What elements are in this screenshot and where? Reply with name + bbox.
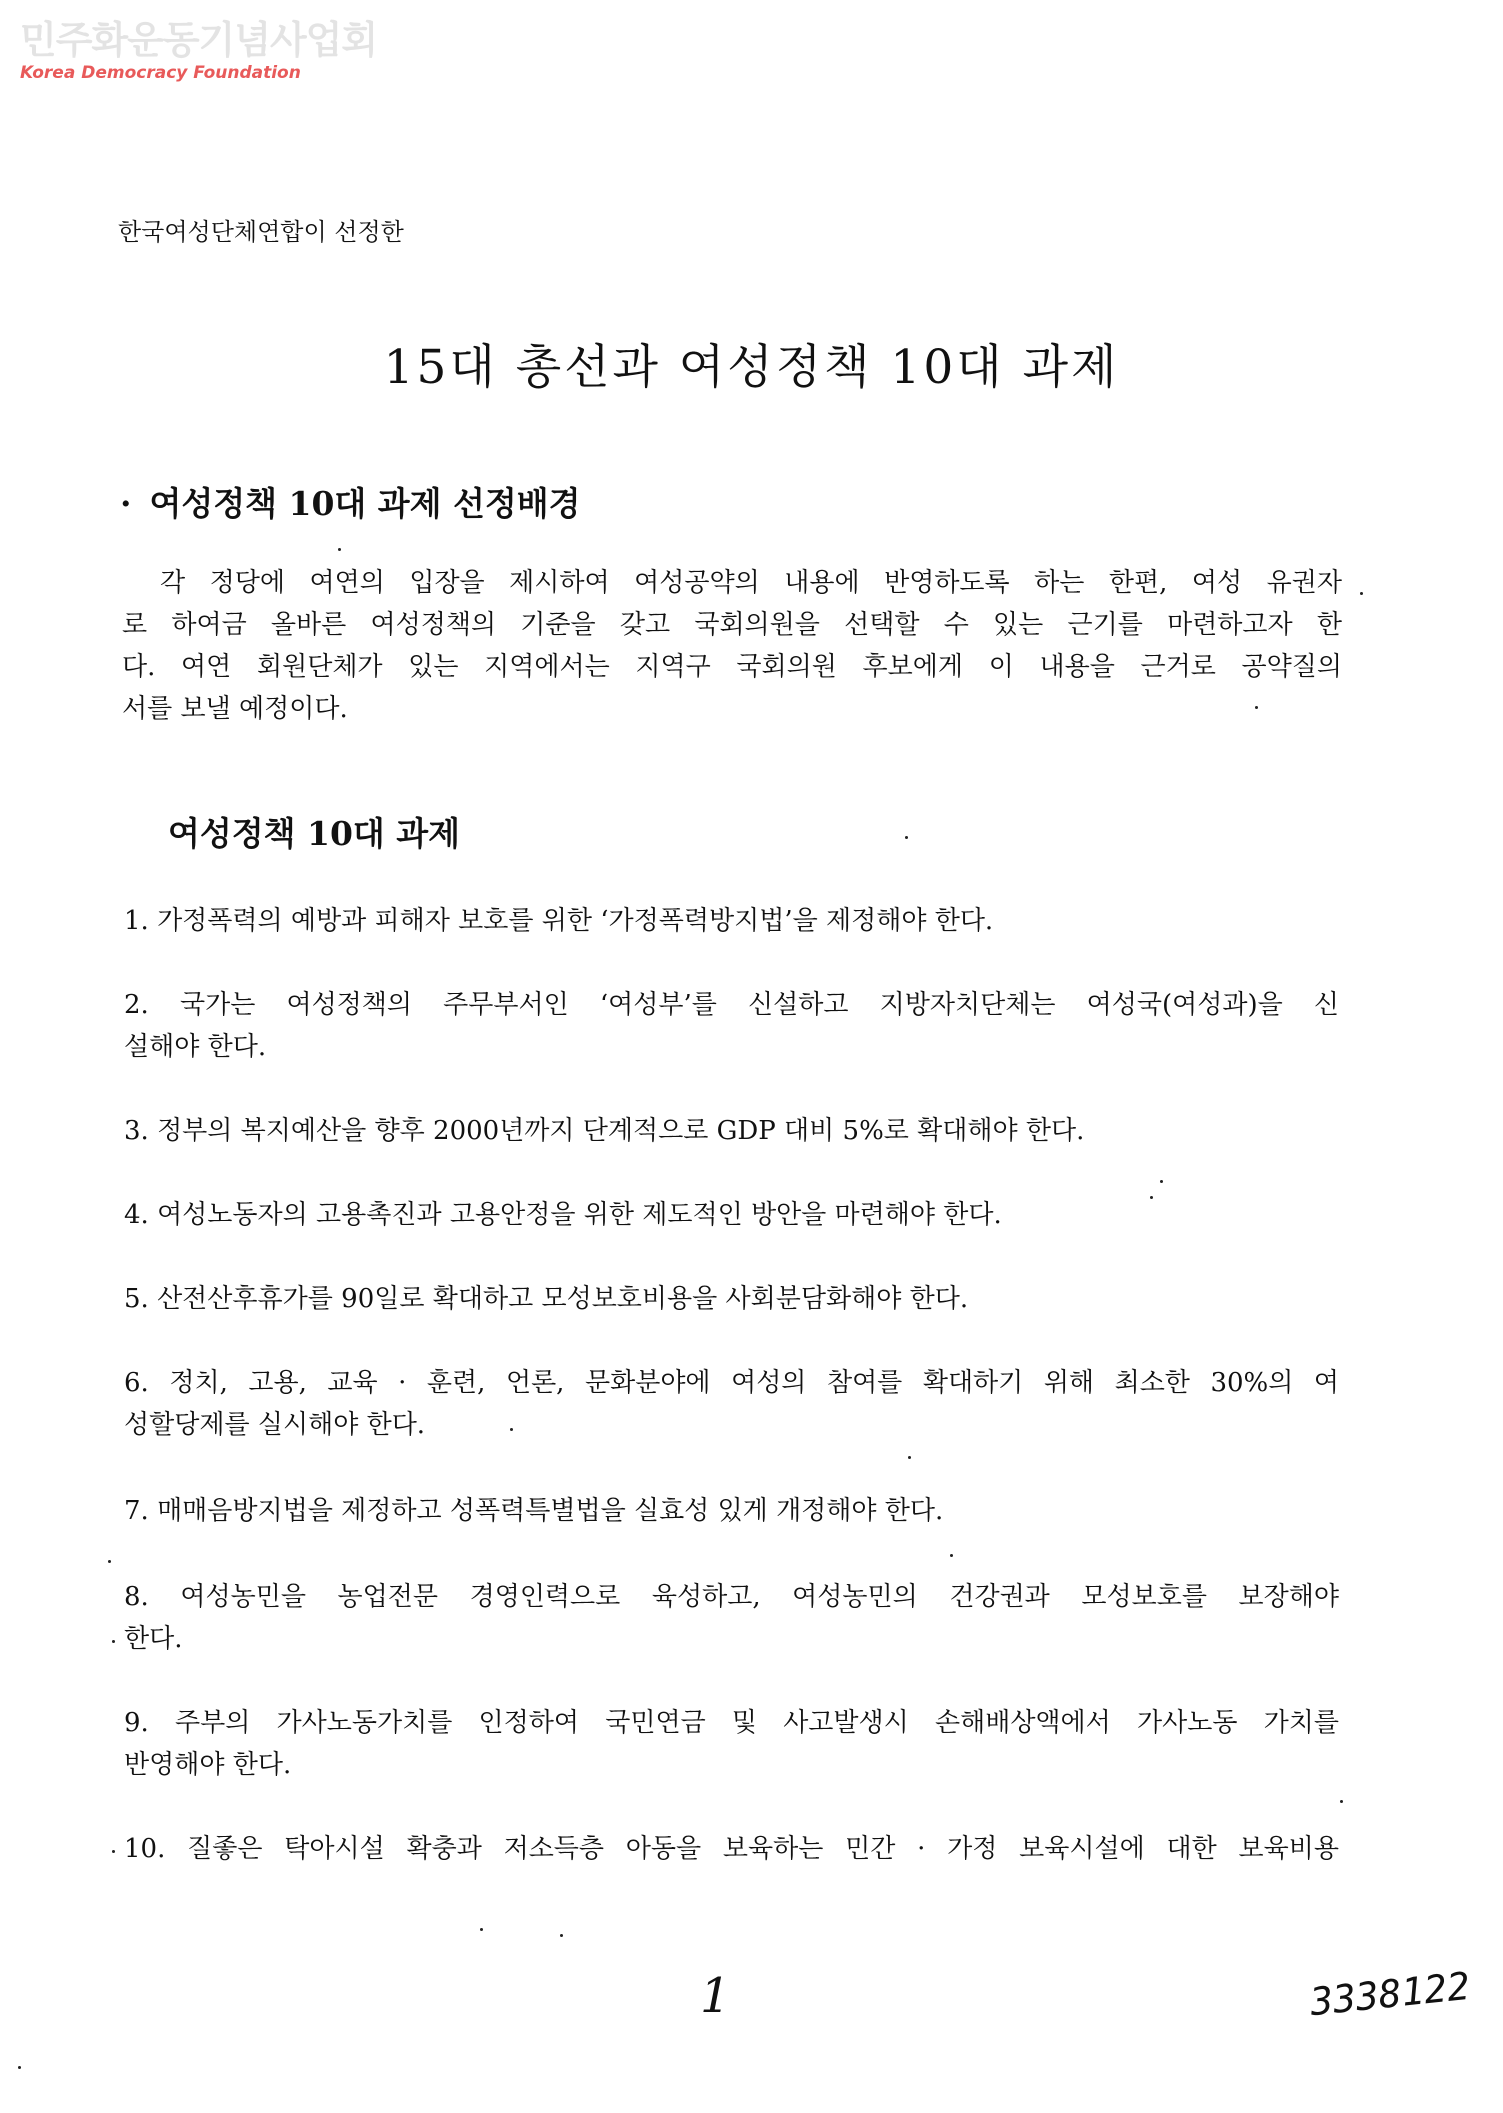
page-number: 1 (700, 1968, 731, 2024)
task-line: 1. 가정폭력의 예방과 피해자 보호를 위한 ‘가정폭력방지법’을 제정해야 한다. (124, 906, 994, 936)
task-item-7 (124, 1490, 1339, 1532)
scan-speck (108, 1560, 111, 1563)
task-item-10 (124, 1828, 1339, 1870)
task-line: 성할당제를 실시해야 한다. (124, 1410, 426, 1440)
task-line: 7. 매매음방지법을 제정하고 성폭력특별법을 실효성 있게 개정해야 한다. (124, 1496, 944, 1526)
task-item-3 (124, 1110, 1339, 1152)
bullet-mark: · (120, 484, 132, 523)
scan-speck (338, 548, 341, 551)
paragraph-line: 다. 여연 회원단체가 있는 지역에서는 지역구 국회의원 후보에게 이 내용을 근거로 공약질의 (122, 652, 1343, 682)
task-line: 4. 여성노동자의 고용촉진과 고용안정을 위한 제도적인 방안을 마련해야 한다. (124, 1200, 1002, 1230)
scan-speck (1255, 706, 1258, 709)
document-code: 3338122 (1308, 1963, 1473, 2025)
task-line: 2. 국가는 여성정책의 주무부서인 ‘여성부’를 신설하고 지방자치단체는 여성국(여성과)을 신 (124, 990, 1339, 1020)
task-line: 한다. (124, 1624, 183, 1654)
scan-speck (905, 836, 908, 839)
task-line: 9. 주부의 가사노동가치를 인정하여 국민연금 및 사고발생시 손해배상액에서 가사노동 가치를 (124, 1708, 1339, 1738)
watermark-korean: 민주화운동기념사업회 (20, 18, 378, 62)
task-line: 5. 산전산후휴가를 90일로 확대하고 모성보호비용을 사회분담화해야 한다. (124, 1284, 969, 1314)
section-heading-text: 여성정책 10대 과제 선정배경 (149, 484, 581, 523)
task-item-5 (124, 1278, 1339, 1320)
paragraph-line: 로 하여금 올바른 여성정책의 기준을 갖고 국회의원을 선택할 수 있는 근기를 마련하고자 한 (122, 610, 1342, 640)
task-line: 10. 질좋은 탁아시설 확충과 저소득층 아동을 보육하는 민간 · 가정 보육시설에 대한 보육비용 (124, 1834, 1339, 1864)
task-item-4 (124, 1194, 1339, 1236)
scan-speck (112, 1850, 115, 1853)
task-item-8 (124, 1576, 1339, 1660)
task-line: 설해야 한다. (124, 1032, 267, 1062)
task-line: 6. 정치, 고용, 교육 · 훈련, 언론, 문화분야에 여성의 참여를 확대하기 위해 최소한 30%의 여 (124, 1368, 1339, 1398)
scan-speck (1360, 592, 1363, 595)
scan-speck (1160, 1180, 1163, 1183)
document-title: 15대 총선과 여성정책 10대 과제 (383, 340, 1120, 395)
section-heading-background (120, 478, 581, 525)
background-paragraph (122, 562, 1342, 730)
scan-speck (560, 1934, 563, 1937)
scan-speck (18, 2066, 21, 2069)
watermark-logo (20, 18, 378, 84)
scan-speck (510, 1428, 513, 1431)
paragraph-line: 서를 보낼 예정이다. (122, 694, 348, 724)
scan-speck (1340, 1800, 1343, 1803)
section-heading-tasks: 여성정책 10대 과제 (168, 814, 461, 853)
task-item-1 (124, 900, 1339, 942)
watermark-english: Korea Democracy Foundation (20, 63, 301, 83)
scan-speck (1150, 1196, 1153, 1199)
task-item-6 (124, 1362, 1339, 1446)
paragraph-line: 각 정당에 여연의 입장을 제시하여 여성공약의 내용에 반영하도록 하는 한편, 여성 유권자 (160, 568, 1342, 598)
scan-speck (480, 1928, 483, 1931)
task-line: 반영해야 한다. (124, 1750, 292, 1780)
intro-line: 한국여성단체연합이 선정한 (118, 218, 404, 246)
task-item-9 (124, 1702, 1339, 1786)
task-item-2 (124, 984, 1339, 1068)
scan-speck (112, 1640, 115, 1643)
scan-speck (950, 1554, 953, 1557)
task-line: 8. 여성농민을 농업전문 경영인력으로 육성하고, 여성농민의 건강권과 모성보호를 보장해야 (124, 1582, 1339, 1612)
task-line: 3. 정부의 복지예산을 향후 2000년까지 단계적으로 GDP 대비 5%로 확대해야 한다. (124, 1116, 1085, 1146)
scan-speck (908, 1456, 911, 1459)
